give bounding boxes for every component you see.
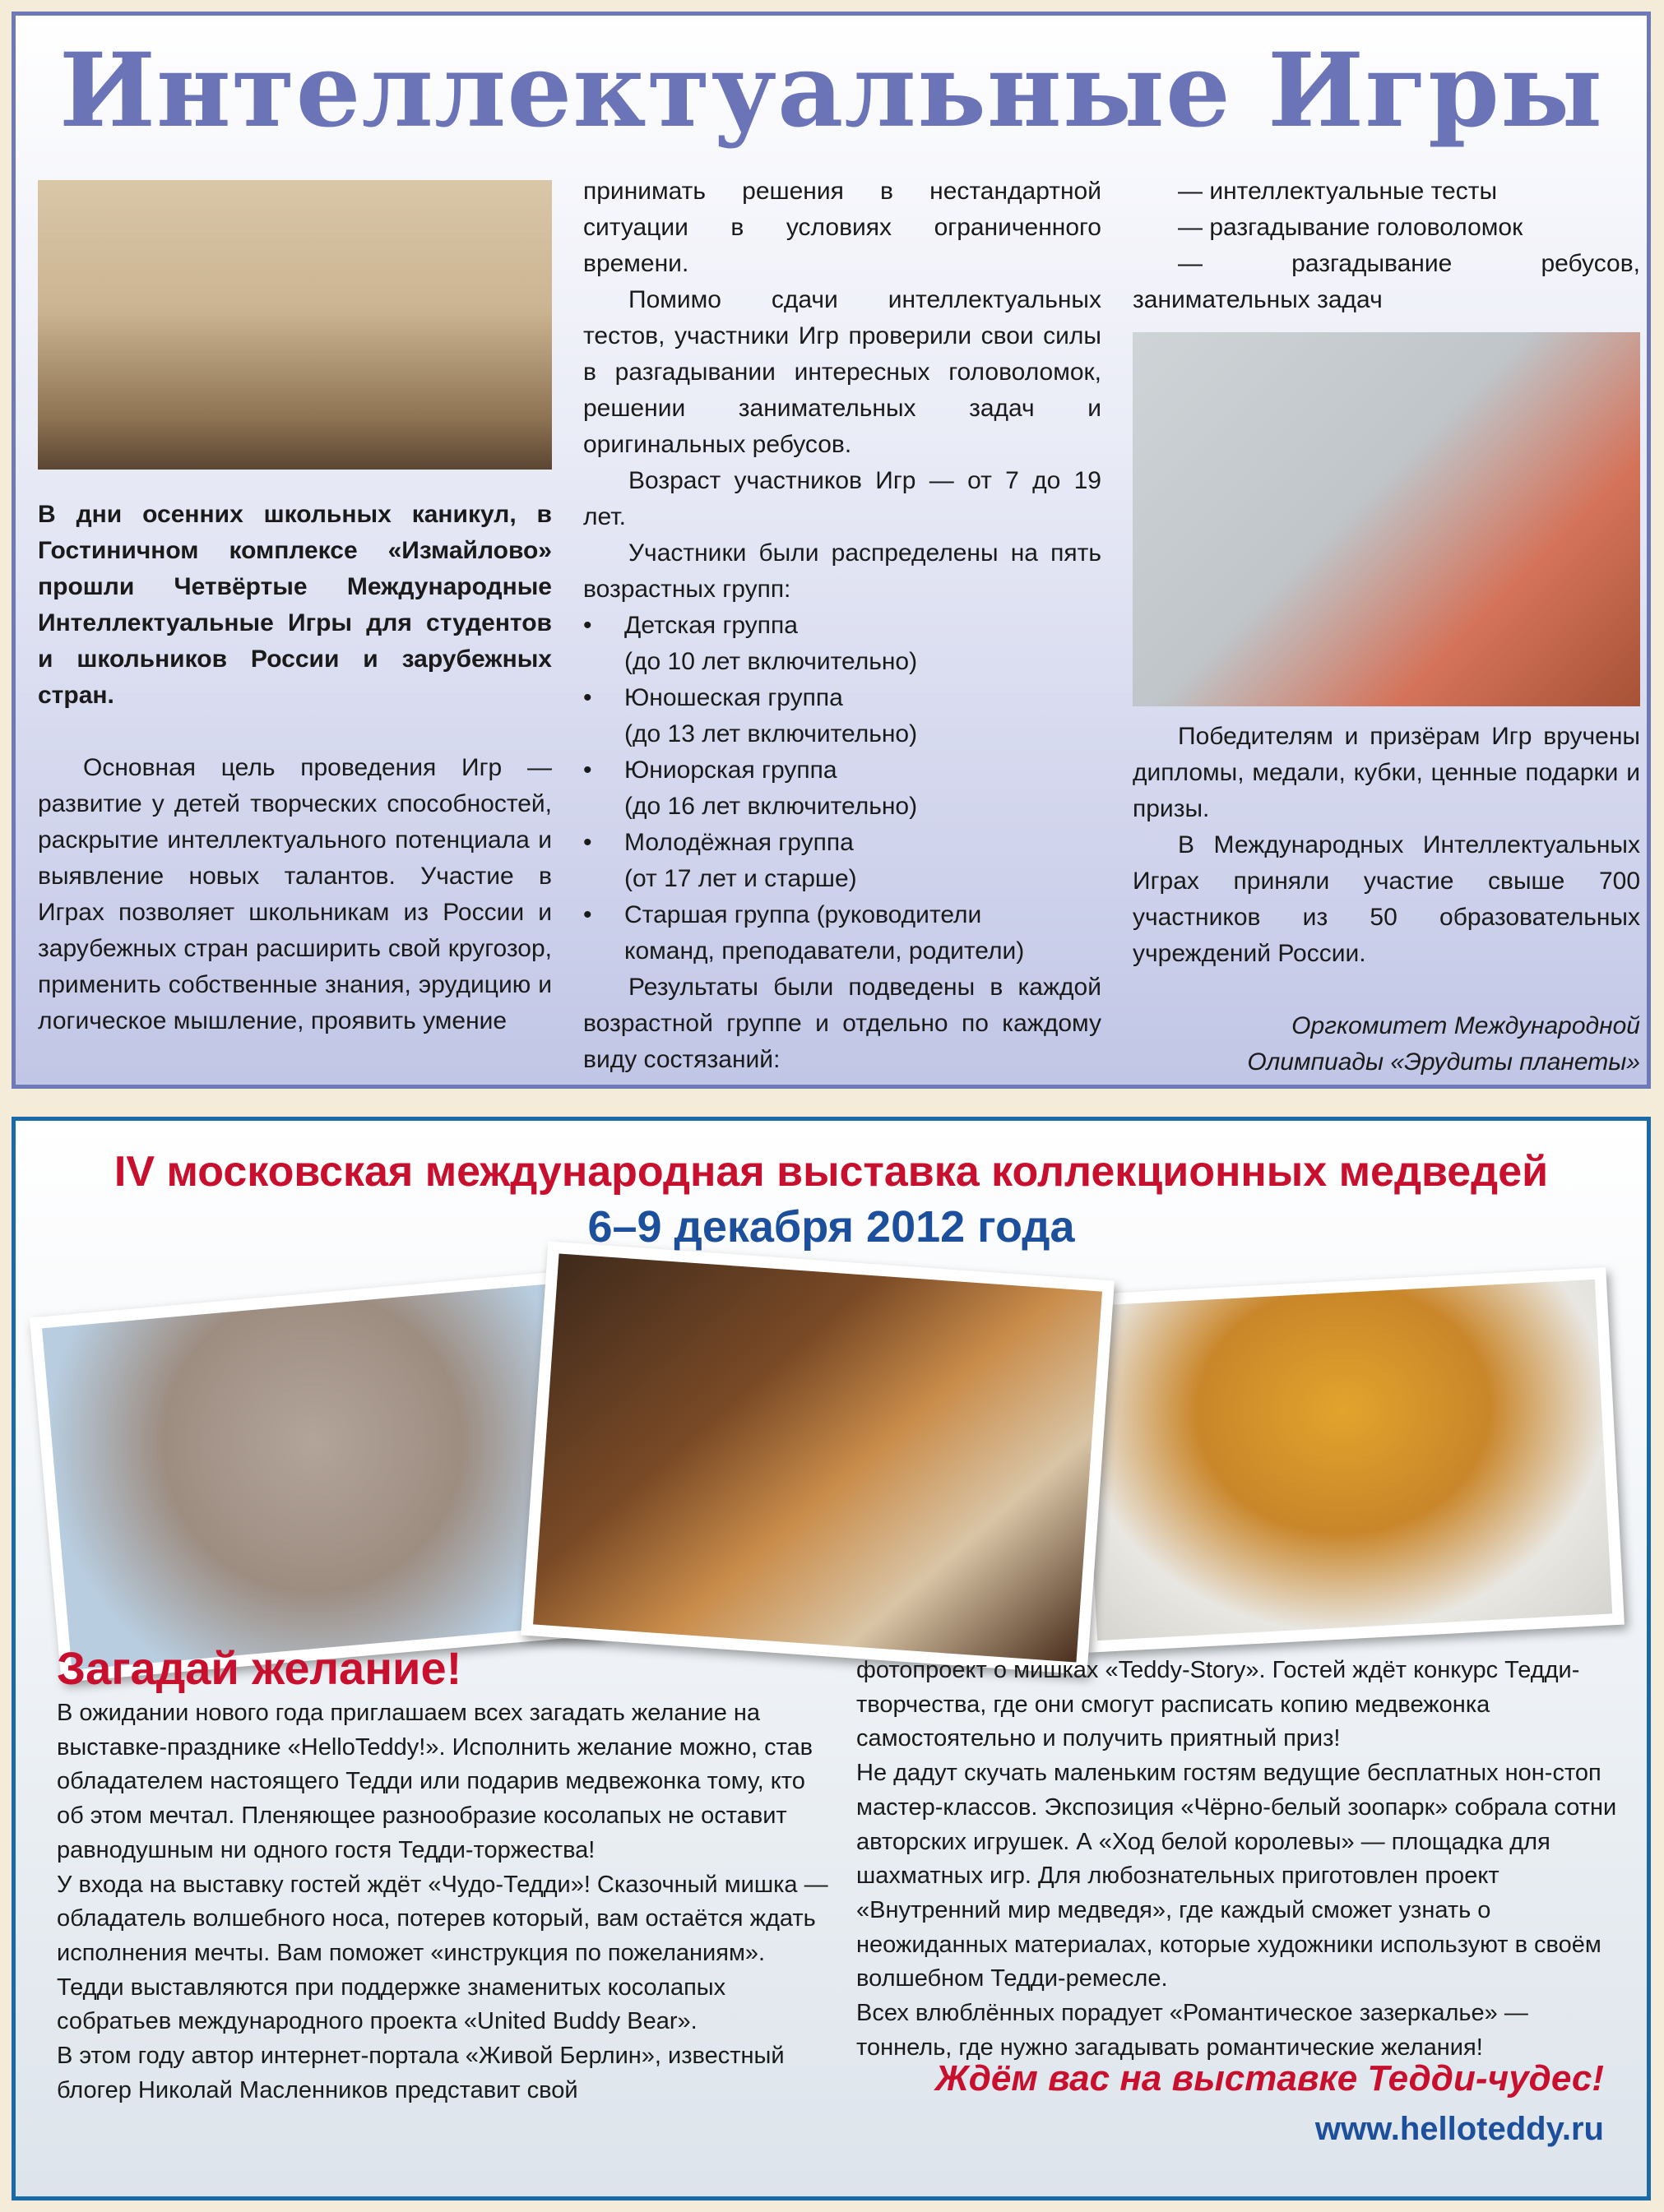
ad-paragraph: Не дадут скучать маленьким гостям ведущие бесплатных нон-стоп мастер-классов. Экспозиция «Чёрно-белый зоопарк» собрала сотни авторских игрушек. А «Ход белой королевы» — площадка для шахматных игр. Для любознательных приготовлен проект «Внутренний мир медведя», где каждый сможет узнать о неожиданных материалах, которые художники используют в своём волшебном Тедди-ремесле. [856, 1760, 1617, 1992]
signature-line-1: Оргкомитет Международной [1291, 1012, 1640, 1039]
list-item: • Старшая группа (руководители команд, преподаватели, родители) [583, 897, 1101, 969]
age-group-list [583, 608, 1101, 969]
col2-paragraph-4: Участники были распределены на пять возрастных групп: [583, 539, 1101, 603]
list-item: — разгадывание ребусов, занимательных задач [1133, 250, 1640, 313]
website-link[interactable]: www.helloteddy.ru [1314, 2111, 1604, 2147]
children-photo [1133, 332, 1640, 706]
list-item: • Детская группа (до 10 лет включительно) [583, 608, 1101, 680]
list-item: — интеллектуальные тесты [1178, 178, 1498, 205]
list-item: • Юниорская группа (до 16 лет включительно) [583, 752, 1101, 825]
column-1 [38, 497, 552, 1039]
ad-paragraph: У входа на выставку гостей ждёт «Чудо-Тедди»! Сказочный мишка — обладатель волшебного носа, потерев который, вам остаётся ждать исполнения мечты. Вам поможет «инструкция по пожеланиям». [57, 1871, 828, 1966]
article-title: Интеллектуальные Игры [58, 31, 1604, 150]
exhibition-dates: 6–9 декабря 2012 года [587, 1202, 1075, 1252]
col2-paragraph-3: Возраст участников Игр — от 7 до 19 лет. [583, 467, 1101, 530]
exhibition-title: IV московская международная выставка коллекционных медведей [114, 1148, 1549, 1196]
lead-paragraph: В дни осенних школьных каникул, в Гостиничном комплексе «Измайлово» прошли Четвёртые Международные Интеллектуальные Игры для студентов и школьников России и зарубежных стран. [38, 501, 552, 709]
list-item: — разгадывание головоломок [1178, 214, 1523, 241]
list-item: • Юношеская группа (до 13 лет включительно) [583, 680, 1101, 752]
teddy-photo-1 [30, 1270, 602, 1682]
col2-paragraph-2: Помимо сдачи интеллектуальных тестов, участники Игр проверили свои силы в разгадывании интересных головоломок, решении занимательных задач и оригинальных ребусов. [583, 286, 1101, 458]
column-2 [583, 174, 1101, 1078]
col3-paragraph-1: Победителям и призёрам Игр вручены дипломы, медали, кубки, ценные подарки и призы. [1133, 723, 1640, 822]
ad-right-column [856, 1654, 1629, 2065]
ad-paragraph: Всех влюблённых порадует «Романтическое зазеркалье» — тоннель, где нужно загадывать романтические желания! [856, 2000, 1528, 2061]
wish-heading: Загадай желание! [57, 1642, 462, 1694]
ad-paragraph: Тедди выставляются при поддержке знаменитых косолапых собратьев международного проекта «United Buddy Bear». [57, 1974, 726, 2035]
teddy-photo-2 [521, 1242, 1115, 1675]
ad-paragraph: фотопроект о мишках «Teddy-Story». Гостей ждёт конкурс Тедди-творчества, где они смогут расписать копию медвежонка самостоятельно и получить приятный приз! [856, 1657, 1580, 1752]
list-item: • Молодёжная группа (от 17 лет и старше) [583, 825, 1101, 897]
closing-line: Ждём вас на выставке Тедди-чудес! [934, 2058, 1604, 2099]
column-3 [1133, 174, 1640, 318]
goal-paragraph: Основная цель проведения Игр — развитие у детей творческих способностей, раскрытие интеллектуального потенциала и выявление новых талантов. Участие в Играх позволяет школьникам из России и зарубежных стран расширить свой кругозор, применить собственные знания, эрудицию и логическое мышление, проявить умение [38, 754, 552, 1034]
tree-photo [1068, 1267, 1625, 1653]
column-3-bottom [1133, 719, 1640, 1081]
ad-paragraph: В ожидании нового года приглашаем всех загадать желание на выставке-празднике «HelloTeddy!». Исполнить желание можно, став обладателем настоящего Тедди или подарив медвежонка тому, кто об этом мечтал. Пленяющее разнообразие косолапых не оставит равнодушным ни одного гостя Тедди-торжества! [57, 1700, 813, 1863]
col2-paragraph-5: Результаты были подведены в каждой возрастной группе и отдельно по каждому виду состязаний: [583, 974, 1101, 1073]
signature-line-2: Олимпиады «Эрудиты планеты» [1247, 1048, 1640, 1076]
intellectual-games-article [12, 12, 1651, 1089]
ad-left-column [57, 1696, 830, 2108]
col3-paragraph-2: В Международных Интеллектуальных Играх приняли участие свыше 700 участников из 50 образовательных учреждений России. [1133, 831, 1640, 967]
stage-photo [38, 180, 552, 470]
col2-paragraph-1: принимать решения в нестандартной ситуации в условиях ограниченного времени. [583, 178, 1101, 277]
ad-paragraph: В этом году автор интернет-портала «Живой Берлин», известный блогер Николай Масленников представит свой [57, 2043, 785, 2103]
teddy-exhibition-ad [12, 1117, 1651, 2200]
